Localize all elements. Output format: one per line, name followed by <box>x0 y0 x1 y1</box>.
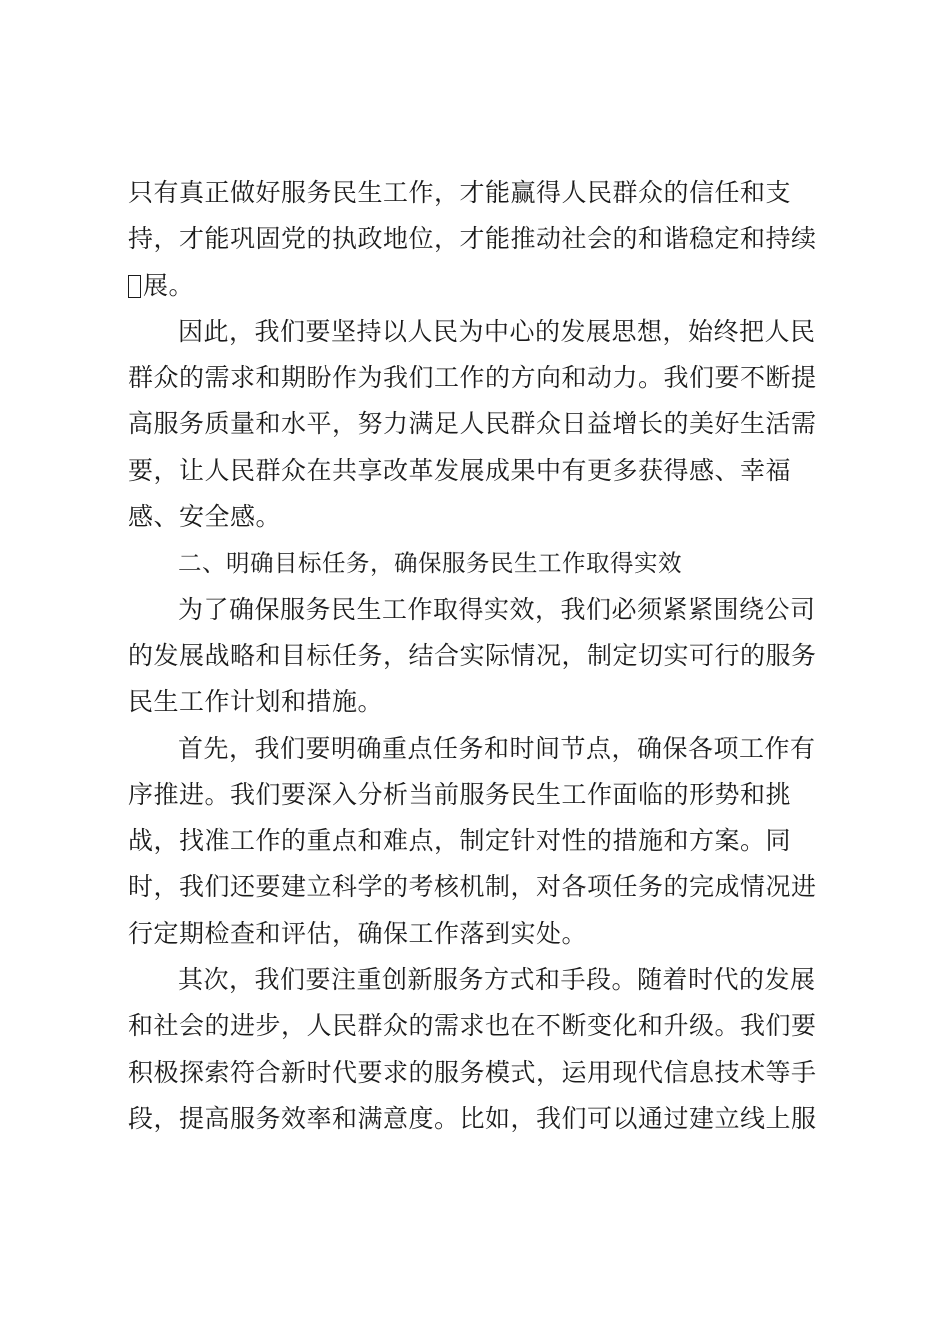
paragraph-3-line-3: 民生工作计划和措施。 <box>128 687 384 717</box>
paragraph-2-line-2: 群众的需求和期盼作为我们工作的方向和动力。我们要不断提 <box>128 363 817 393</box>
document-body <box>128 170 833 1142</box>
paragraph-4-line-4: 时，我们还要建立科学的考核机制，对各项任务的完成情况进 <box>128 872 817 902</box>
paragraph-5-line-2: 和社会的进步，人民群众的需求也在不断变化和升级。我们要 <box>128 1011 817 1041</box>
paragraph-5-line-1: 其次，我们要注重创新服务方式和手段。随着时代的发展 <box>178 965 816 995</box>
paragraph-2-line-5: 感、安全感。 <box>128 502 282 532</box>
paragraph-1 <box>128 170 833 309</box>
paragraph-3-line-1: 为了确保服务民生工作取得实效，我们必须紧紧围绕公司 <box>178 594 816 624</box>
paragraph-5-line-4: 段，提高服务效率和满意度。比如，我们可以通过建立线上服 <box>128 1103 817 1133</box>
paragraph-4 <box>128 726 833 957</box>
paragraph-4-line-3: 战，找准工作的重点和难点，制定针对性的措施和方案。同 <box>128 826 792 856</box>
paragraph-5 <box>128 957 833 1142</box>
section-heading-text: 二、明确目标任务，确保服务民生工作取得实效 <box>178 549 682 578</box>
paragraph-3 <box>128 587 833 726</box>
paragraph-1-line-3 <box>128 263 833 309</box>
section-heading <box>128 540 833 586</box>
paragraph-2-line-4: 要，让人民群众在共享改革发展成果中有更多获得感、幸福 <box>128 455 792 485</box>
paragraph-5-line-3: 积极探索符合新时代要求的服务模式，运用现代信息技术等手 <box>128 1057 817 1087</box>
paragraph-4-line-2: 序推进。我们要深入分析当前服务民生工作面临的形势和挑 <box>128 779 792 809</box>
paragraph-1-line-3-text: 展。 <box>143 270 195 300</box>
paragraph-3-line-2: 的发展战略和目标任务，结合实际情况，制定切实可行的服务 <box>128 640 817 670</box>
paragraph-2-line-3: 高服务质量和水平，努力满足人民群众日益增长的美好生活需 <box>128 409 817 439</box>
missing-glyph-icon <box>128 275 141 298</box>
paragraph-1-line-2: 持，才能巩固党的执政地位，才能推动社会的和谐稳定和持续 <box>128 224 817 254</box>
paragraph-2 <box>128 309 833 540</box>
paragraph-4-line-1: 首先，我们要明确重点任务和时间节点，确保各项工作有 <box>178 733 816 763</box>
paragraph-1-line-1: 只有真正做好服务民生工作，才能赢得人民群众的信任和支 <box>128 178 792 207</box>
paragraph-4-line-5: 行定期检查和评估，确保工作落到实处。 <box>128 918 588 948</box>
paragraph-2-line-1: 因此，我们要坚持以人民为中心的发展思想，始终把人民 <box>178 316 816 346</box>
